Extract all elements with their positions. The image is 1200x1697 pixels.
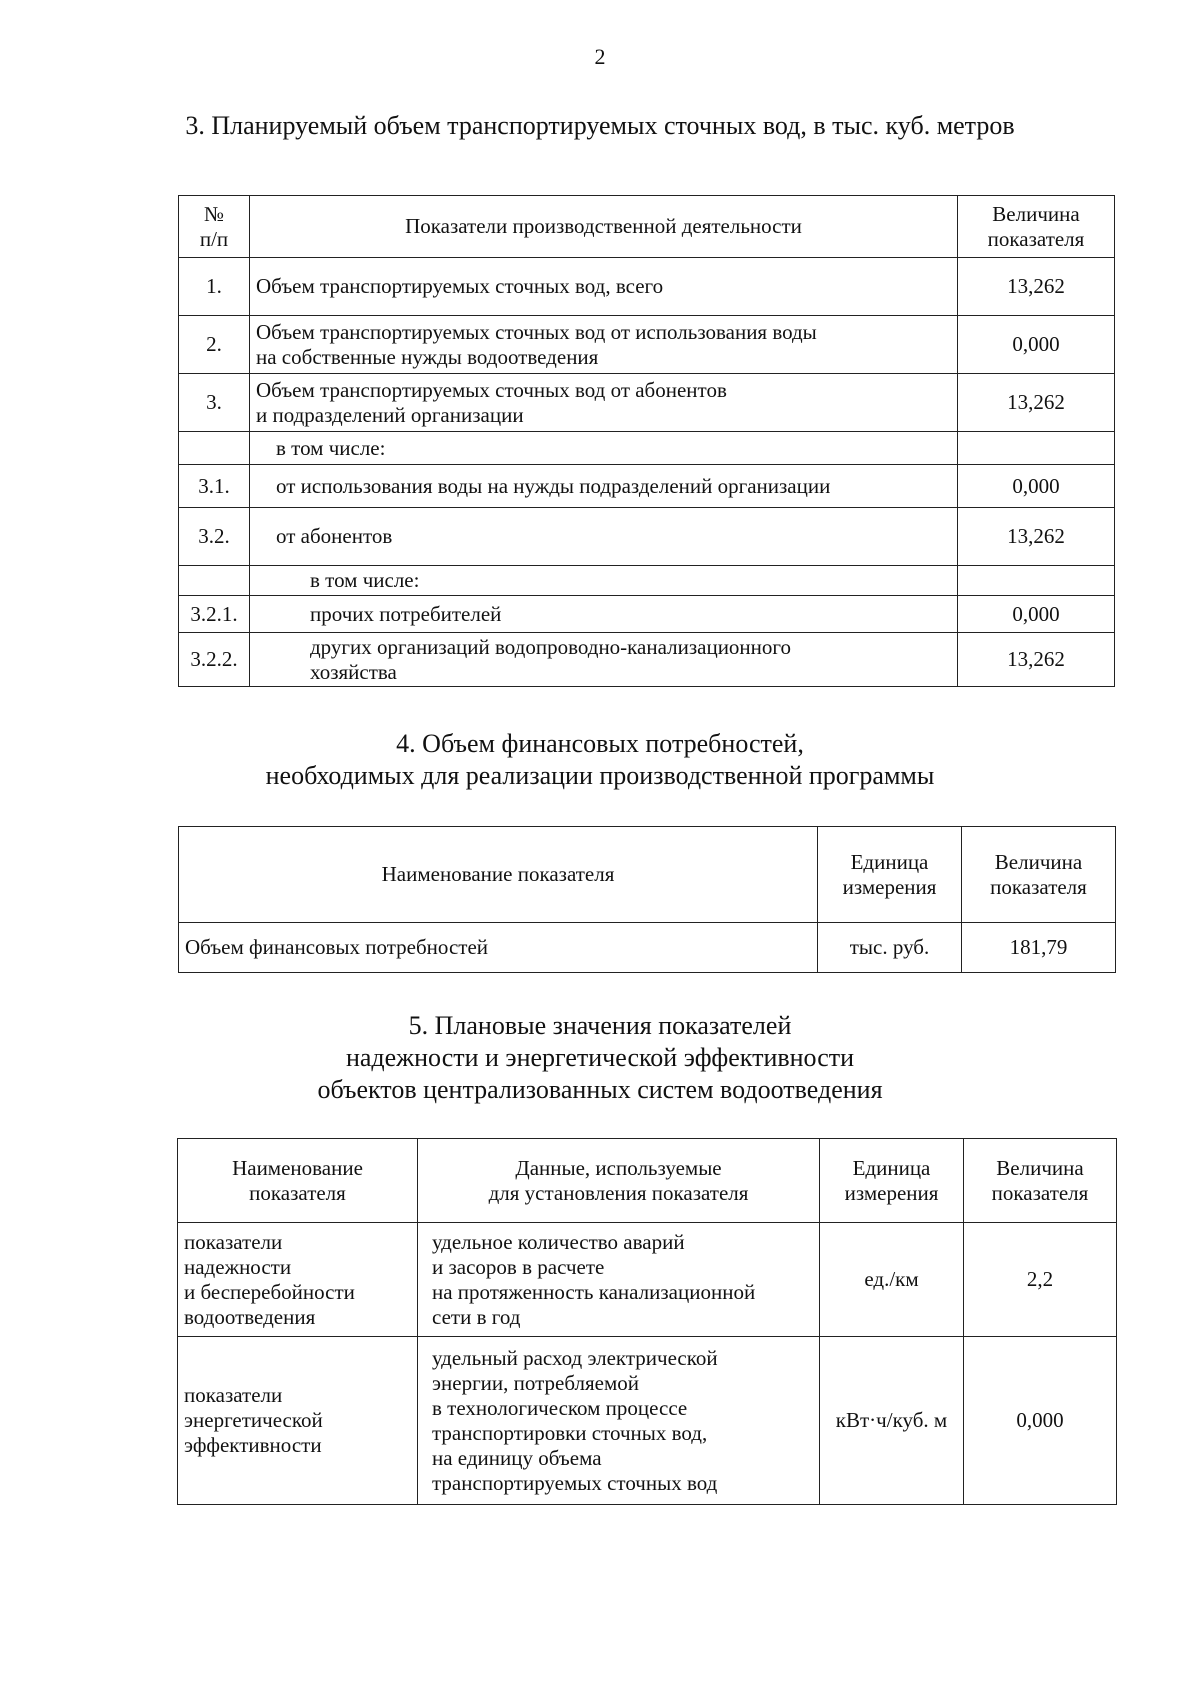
table-row: [178, 1337, 1117, 1505]
row-value: 0,000: [958, 316, 1115, 374]
table-header-row: [178, 1139, 1117, 1223]
header-unit: Единица измерения: [818, 827, 962, 923]
row-num: 3.: [179, 374, 250, 432]
row-unit: тыс. руб.: [818, 923, 962, 973]
row-name: показатели энергетической эффективности: [178, 1337, 418, 1505]
row-unit: кВт·ч/куб. м: [820, 1337, 964, 1505]
table-row: [179, 465, 1115, 508]
row-value: 0,000: [958, 596, 1115, 633]
row-value: 0,000: [958, 465, 1115, 508]
row-indicator: от использования воды на нужды подразделений организации: [250, 465, 958, 508]
row-indicator: Объем транспортируемых сточных вод от использования воды на собственные нужды водоотведения: [250, 316, 958, 374]
row-value: 2,2: [964, 1223, 1117, 1337]
header-name: Наименование показателя: [179, 827, 818, 923]
row-value: 0,000: [964, 1337, 1117, 1505]
header-value: Величина показателя: [958, 196, 1115, 258]
row-num: 2.: [179, 316, 250, 374]
row-value: [958, 432, 1115, 465]
table-row: [179, 316, 1115, 374]
table-row: [179, 566, 1115, 596]
table-header-row: [179, 827, 1116, 923]
table-row: [179, 923, 1116, 973]
table-header-row: [179, 196, 1115, 258]
row-unit: ед./км: [820, 1223, 964, 1337]
row-value: 13,262: [958, 508, 1115, 566]
header-unit: Единица измерения: [820, 1139, 964, 1223]
row-data: удельный расход электрической энергии, потребляемой в технологическом процессе транспортировки сточных вод, на единицу объема транспортируемых сточных вод: [418, 1337, 820, 1505]
section-4-title: 4. Объем финансовых потребностей, необходимых для реализации производственной программы: [265, 729, 935, 790]
header-value: Величина показателя: [962, 827, 1116, 923]
row-num: [179, 566, 250, 596]
page-number: 2: [594, 44, 606, 69]
row-value: 181,79: [962, 923, 1116, 973]
header-name: Наименование показателя: [178, 1139, 418, 1223]
wastewater-volume-table: [178, 195, 1115, 687]
row-num: 3.2.2.: [179, 633, 250, 687]
section-3-title: 3. Планируемый объем транспортируемых сточных вод, в тыс. куб. метров: [185, 111, 1015, 140]
table-row: [179, 633, 1115, 687]
row-indicator: в том числе:: [250, 432, 958, 465]
row-value: [958, 566, 1115, 596]
row-indicator: других организаций водопроводно-канализационного хозяйства: [250, 633, 958, 687]
row-value: 13,262: [958, 633, 1115, 687]
row-data: удельное количество аварий и засоров в расчете на протяженность канализационной сети в год: [418, 1223, 820, 1337]
table-row: [179, 432, 1115, 465]
table-row: [178, 1223, 1117, 1337]
table-row: [179, 374, 1115, 432]
row-num: 3.2.1.: [179, 596, 250, 633]
row-value: 13,262: [958, 374, 1115, 432]
row-num: 1.: [179, 258, 250, 316]
row-indicator: прочих потребителей: [250, 596, 958, 633]
reliability-efficiency-table: [177, 1138, 1117, 1505]
table-row: [179, 596, 1115, 633]
row-value: 13,262: [958, 258, 1115, 316]
row-name: показатели надежности и бесперебойности водоотведения: [178, 1223, 418, 1337]
row-indicator: в том числе:: [250, 566, 958, 596]
section-5-title: 5. Плановые значения показателей надежности и энергетической эффективности объектов централизованных систем водоотведения: [317, 1011, 883, 1104]
row-num: [179, 432, 250, 465]
row-indicator: Объем транспортируемых сточных вод, всего: [250, 258, 958, 316]
table-row: [179, 258, 1115, 316]
table-row: [179, 508, 1115, 566]
row-num: 3.1.: [179, 465, 250, 508]
row-name: Объем финансовых потребностей: [179, 923, 818, 973]
row-indicator: Объем транспортируемых сточных вод от абонентов и подразделений организации: [250, 374, 958, 432]
header-num: № п/п: [179, 196, 250, 258]
row-indicator: от абонентов: [250, 508, 958, 566]
header-indicator: Показатели производственной деятельности: [250, 196, 958, 258]
header-value: Величина показателя: [964, 1139, 1117, 1223]
row-num: 3.2.: [179, 508, 250, 566]
financial-needs-table: [178, 826, 1116, 973]
header-data: Данные, используемые для установления показателя: [418, 1139, 820, 1223]
